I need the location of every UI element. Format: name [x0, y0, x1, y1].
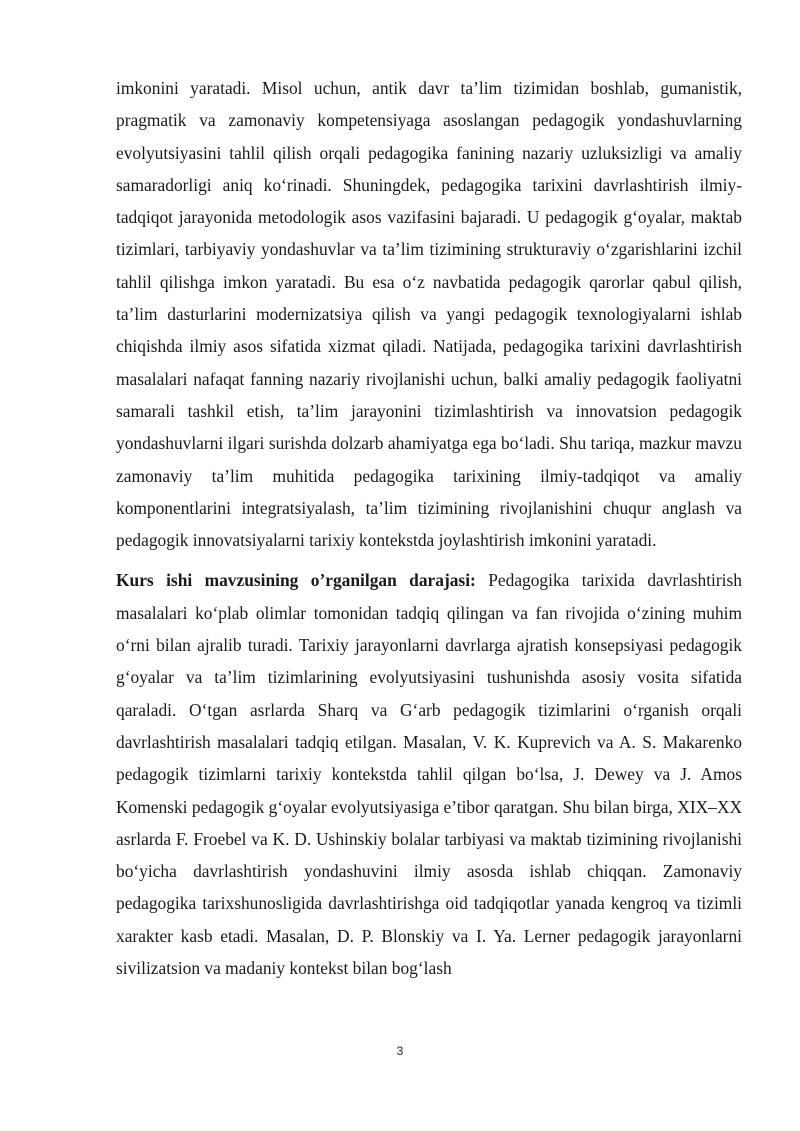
body-paragraph: imkonini yaratadi. Misol uchun, antik davr ta’lim tizimidan boshlab, gumanistik, pragmatik va zamonaviy kompetensiyaga asoslangan pedagogik yondashuvlarning evolyutsiyasini tahlil qilish orqali pedagogika fanining nazariy uzluksizligi va amaliy samaradorligi aniq ko‘rinadi. Shuningdek, pedagogika tarixini davrlashtirish ilmiy-tadqiqot jarayonida metodologik asos vazifasini bajaradi. U pedagogik g‘oyalar, maktab tizimlari, tarbiyaviy yondashuvlar va ta’lim tizimining strukturaviy o‘zgarishlarini izchil tahlil qilishga imkon yaratadi. Bu esa o‘z navbatida pedagogik qarorlar qabul qilish, ta’lim dasturlarini modernizatsiya qilish va yangi pedagogik texnologiyalarni ishlab chiqishda ilmiy asos sifatida xizmat qiladi. Natijada, pedagogika tarixini davrlashtirish masalalari nafaqat fanning nazariy rivojlanishi uchun, balki amaliy pedagogik faoliyatni samarali tashkil etish, ta’lim jarayonini tizimlashtirish va innovatsion pedagogik yondashuvlarni ilgari surishda dolzarb ahamiyatga ega bo‘ladi. Shu tariqa, mazkur mavzu zamonaviy ta’lim muhitida pedagogika tarixining ilmiy-tadqiqot va amaliy komponentlarini integratsiyalash, ta’lim tizimining rivojlanishini chuqur anglash va pedagogik innovatsiyalarni tarixiy kontekstda joylashtirish imkonini yaratadi.	[116, 78, 742, 551]
document-body	[116, 72, 742, 984]
section-paragraph-text: Pedagogika tarixida davrlashtirish masalalari ko‘plab olimlar tomonidan tadqiq qilingan va fan rivojida o‘zining muhim o‘rni bilan ajralib turadi. Tarixiy jarayonlarni davrlarga ajratish konsepsiyasi pedagogik g‘oyalar va ta’lim tizimlarining evolyutsiyasini tushunishda asosiy vosita sifatida qaraladi. O‘tgan asrlarda Sharq va G‘arb pedagogik tizimlarini o‘rganish orqali davrlashtirish masalalari tadqiq etilgan. Masalan, V. K. Kuprevich va A. S. Makarenko pedagogik tizimlarni tarixiy kontekstda tahlil qilgan bo‘lsa, J. Dewey va J. Amos Komenski pedagogik g‘oyalar evolyutsiyasiga e’tibor qaratgan. Shu bilan birga, XIX–XX asrlarda F. Froebel va K. D. Ushinskiy bolalar tarbiyasi va maktab tizimining rivojlanishi bo‘yicha davrlashtirish yondashuvini ilmiy asosda ishlab chiqqan. Zamonaviy pedagogika tarixshunosligida davrlashtirishga oid tadqiqotlar yanada kengroq va tizimli xarakter kasb etadi. Masalan, D. P. Blonskiy va I. Ya. Lerner pedagogik jarayonlarni sivilizatsion va madaniy kontekst bilan bog‘lash	[116, 570, 742, 979]
body-paragraph-literature-review	[116, 564, 742, 984]
section-lead-in-heading: Kurs ishi mavzusining o’rganilgan darajasi:	[116, 570, 476, 591]
page-number: 3	[396, 1044, 404, 1058]
